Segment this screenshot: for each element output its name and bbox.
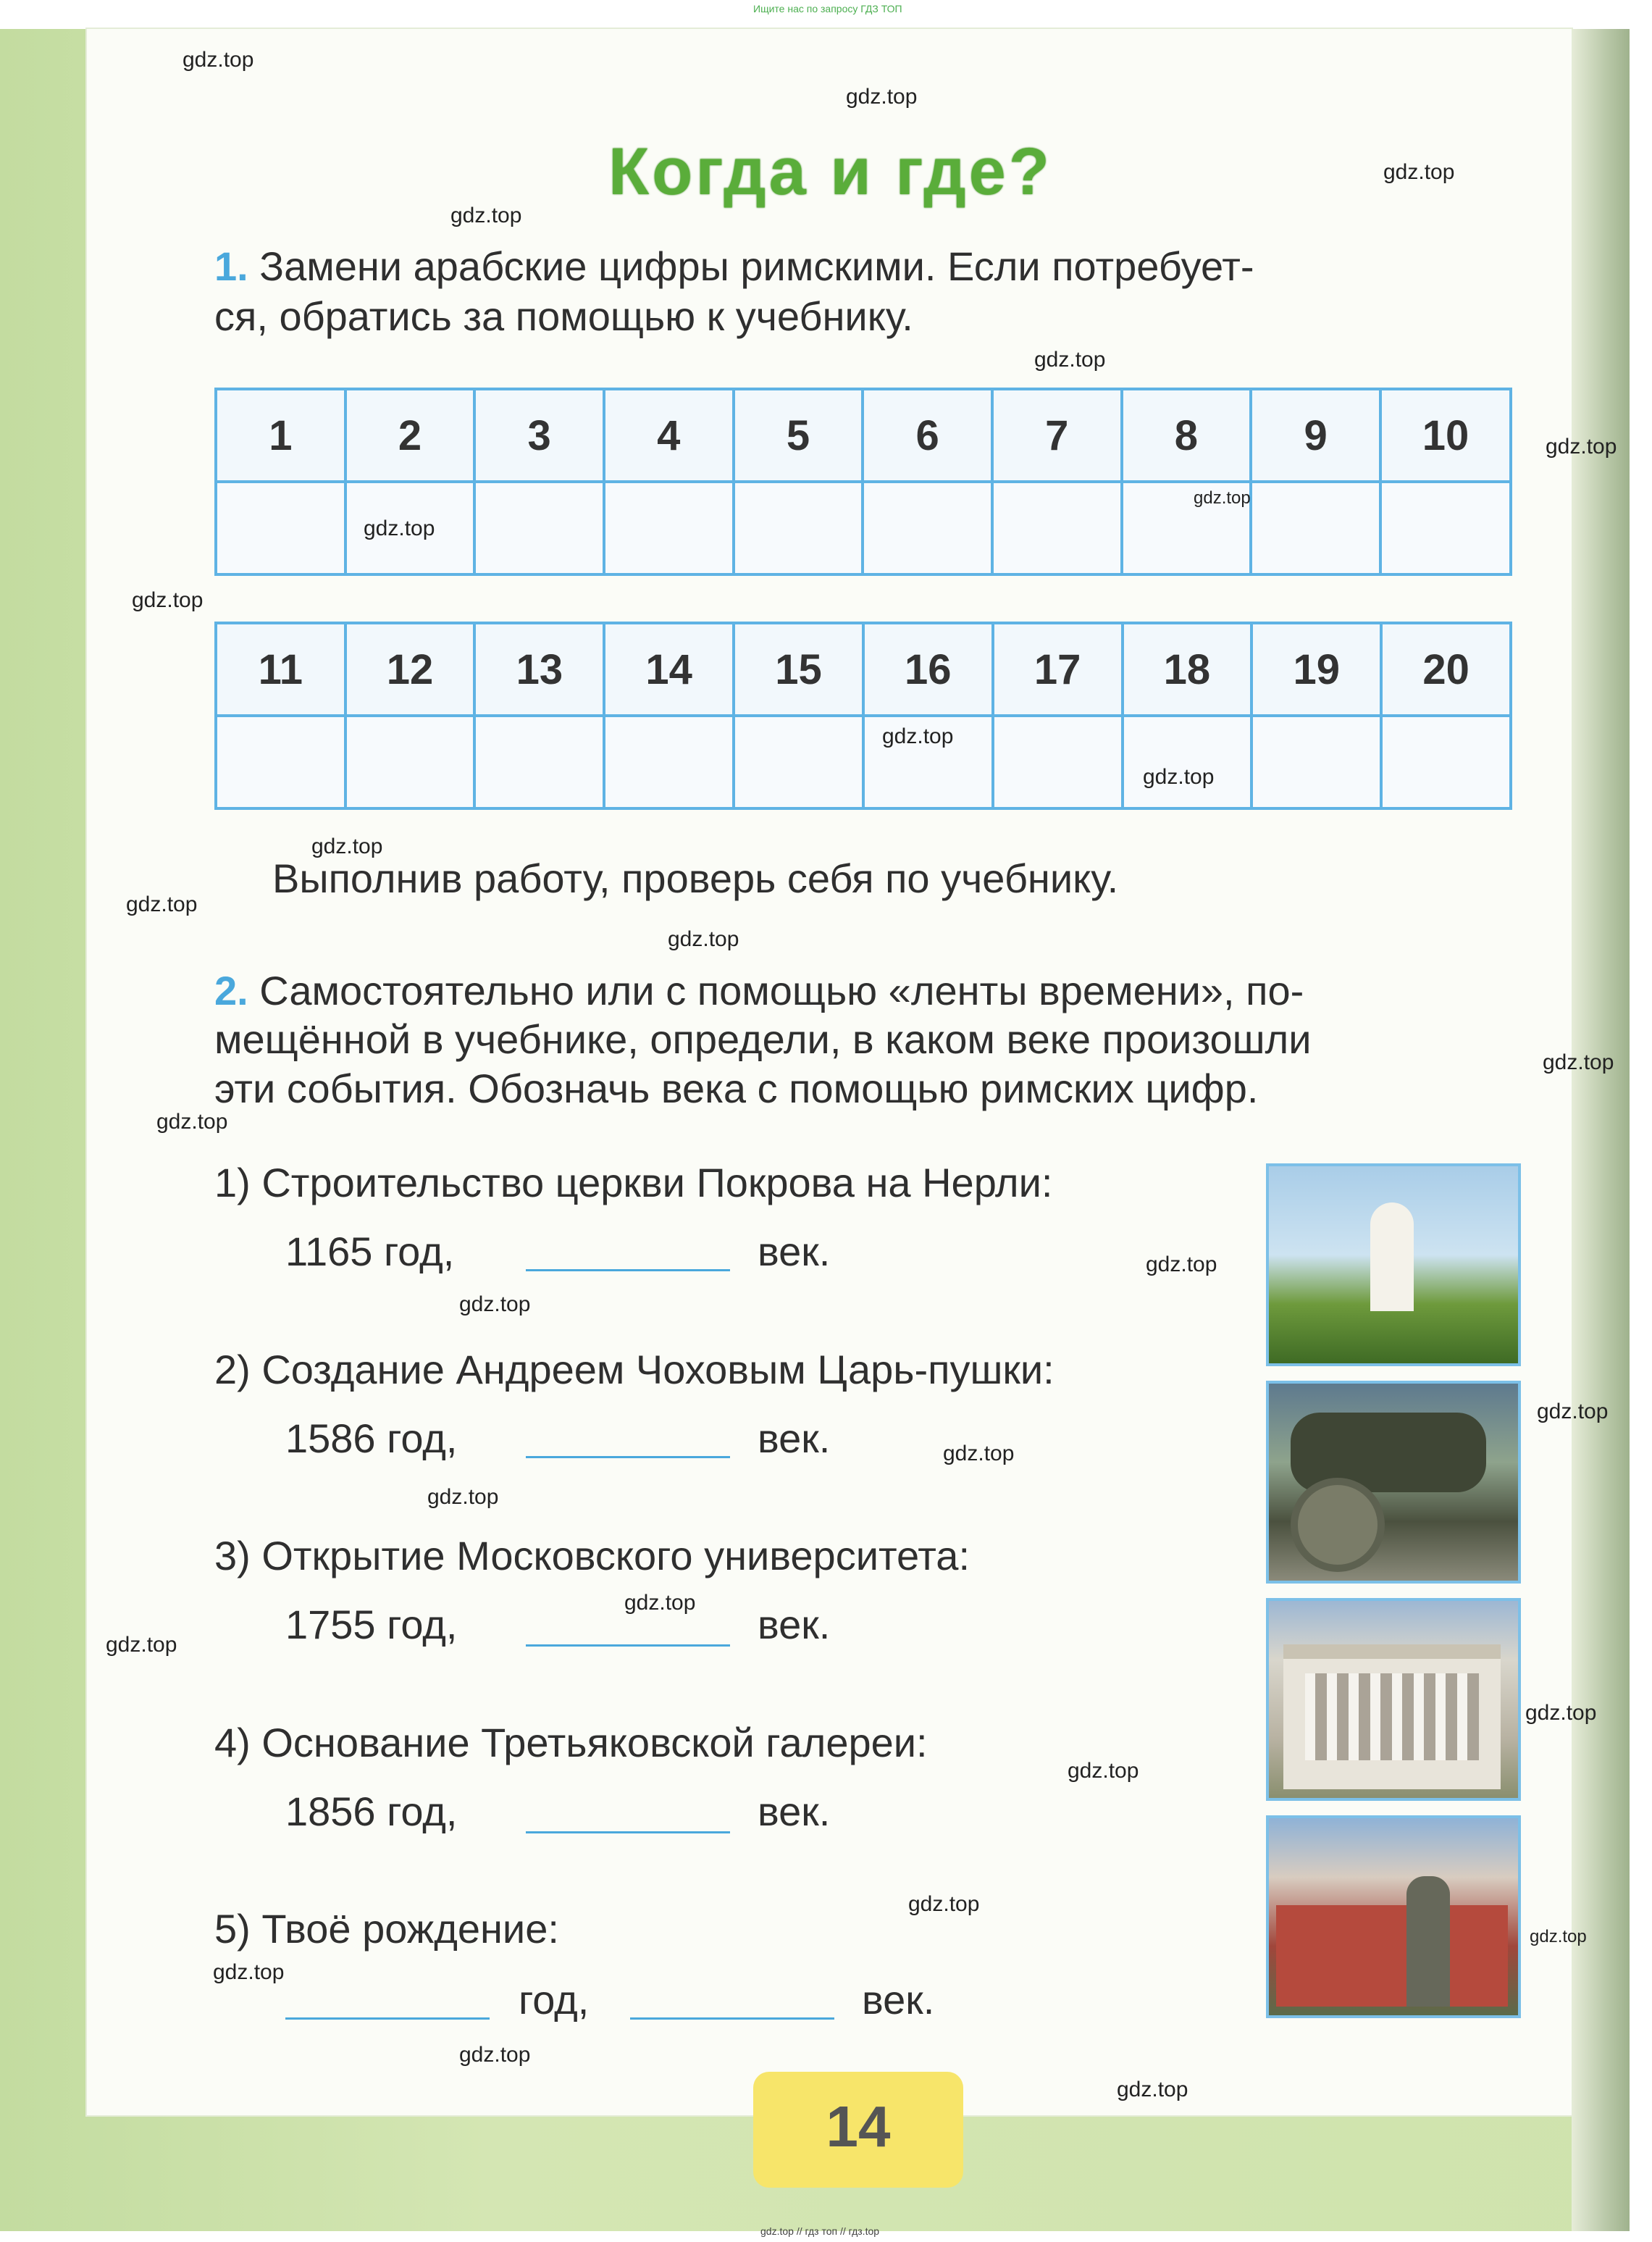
century-word: век. <box>758 1789 831 1834</box>
watermark: gdz.top <box>364 516 435 540</box>
event-year: 1755 год, <box>285 1602 458 1647</box>
event-label: 4) Основание Третьяковской галереи: <box>214 1720 928 1765</box>
watermark: gdz.top <box>943 1442 1015 1465</box>
table-cell: 5 <box>734 389 863 482</box>
event-label: 1) Строительство церкви Покрова на Нерли: <box>214 1160 1053 1205</box>
event-label: 5) Твоё рождение: <box>214 1906 559 1952</box>
table-cell: 10 <box>1380 389 1511 482</box>
watermark: gdz.top <box>183 48 254 72</box>
event-year: год, <box>519 1977 590 2023</box>
task1-text1: Замени арабские цифры римскими. Если потребует- <box>259 243 1254 289</box>
task2-line2: мещённой в учебнике, определи, в каком веке произошли <box>214 1016 1312 1062</box>
watermark: gdz.top <box>106 1633 177 1657</box>
watermark: gdz.top <box>126 892 198 916</box>
answer-cell[interactable] <box>604 716 734 808</box>
wheel-shape <box>1291 1478 1385 1572</box>
table-cell: 13 <box>474 623 604 716</box>
table-cell: 20 <box>1381 623 1511 716</box>
tretyakov-gallery-photo <box>1266 1815 1521 2018</box>
event-year: 1586 год, <box>285 1415 458 1461</box>
task1-line1 <box>214 243 1254 290</box>
century-word: век. <box>758 1229 831 1274</box>
table-cell: 15 <box>734 623 863 716</box>
watermark: gdz.top <box>1146 1252 1217 1276</box>
watermark: gdz.top <box>1068 1759 1139 1783</box>
century-word: век. <box>758 1415 831 1461</box>
page-number-box <box>753 2072 963 2188</box>
watermark: gdz.top <box>1194 488 1251 508</box>
top-note: Ищите нас по запросу ГДЗ ТОП <box>753 3 902 14</box>
watermark: gdz.top <box>1546 435 1617 459</box>
numbers-table-2 <box>214 622 1512 810</box>
watermark: gdz.top <box>311 835 383 858</box>
century-blank[interactable] <box>526 1456 730 1458</box>
century-word: век. <box>758 1602 831 1647</box>
table-cell: 6 <box>863 389 992 482</box>
event-label: 3) Открытие Московского университета: <box>214 1533 970 1578</box>
watermark: gdz.top <box>450 204 522 227</box>
table-cell: 7 <box>992 389 1122 482</box>
event-year: 1165 год, <box>285 1229 455 1274</box>
answer-cell[interactable] <box>474 482 604 574</box>
table-cell: 2 <box>345 389 475 482</box>
event-year: 1856 год, <box>285 1789 458 1834</box>
answer-cell[interactable] <box>863 482 992 574</box>
watermark: gdz.top <box>1383 160 1455 184</box>
answer-cell[interactable] <box>734 716 863 808</box>
table-cell: 3 <box>474 389 604 482</box>
watermark: gdz.top <box>624 1591 696 1615</box>
watermark: gdz.top <box>668 927 739 951</box>
tsar-cannon-photo <box>1266 1381 1521 1584</box>
table-cell: 16 <box>863 623 993 716</box>
task2-line1 <box>214 967 1304 1014</box>
bottom-note: gdz.top // гдз топ // гдз.top <box>760 2225 880 2237</box>
answer-cell[interactable] <box>734 482 863 574</box>
table-cell: 17 <box>993 623 1123 716</box>
watermark: gdz.top <box>213 1960 285 1984</box>
century-blank[interactable] <box>630 2017 834 2020</box>
page-title: Когда и где? <box>608 135 1052 209</box>
statue-shape <box>1406 1876 1450 2007</box>
task1-line2: ся, обратись за помощью к учебнику. <box>214 293 913 339</box>
watermark: gdz.top <box>908 1892 980 1916</box>
answer-cell[interactable] <box>474 716 604 808</box>
page-number: 14 <box>826 2094 891 2159</box>
watermark: gdz.top <box>132 588 204 612</box>
century-blank[interactable] <box>526 1269 730 1271</box>
answer-cell[interactable] <box>216 482 345 574</box>
church-photo <box>1266 1163 1521 1366</box>
task1-number: 1. <box>214 243 248 289</box>
watermark: gdz.top <box>882 724 954 748</box>
table-cell: 9 <box>1251 389 1380 482</box>
check-note: Выполнив работу, проверь себя по учебнику. <box>272 856 1119 901</box>
table-cell: 12 <box>345 623 475 716</box>
page-edge <box>1572 29 1630 2231</box>
table-cell: 4 <box>604 389 734 482</box>
answer-cell[interactable] <box>345 716 475 808</box>
answer-cell[interactable] <box>993 716 1123 808</box>
year-blank[interactable] <box>285 2017 490 2020</box>
table-cell: 11 <box>216 623 345 716</box>
university-photo <box>1266 1598 1521 1801</box>
watermark: gdz.top <box>1034 348 1106 372</box>
task2-line3: эти события. Обозначь века с помощью римских цифр. <box>214 1066 1259 1111</box>
table-cell: 1 <box>216 389 345 482</box>
watermark: gdz.top <box>1117 2078 1188 2101</box>
watermark: gdz.top <box>846 85 918 109</box>
watermark: gdz.top <box>459 1292 531 1316</box>
watermark: gdz.top <box>1530 1927 1587 1946</box>
answer-cell[interactable] <box>1381 716 1511 808</box>
watermark: gdz.top <box>1143 765 1215 789</box>
numbers-table-1 <box>214 388 1512 576</box>
answer-cell[interactable] <box>1380 482 1511 574</box>
century-blank[interactable] <box>526 1644 730 1647</box>
task2-text1: Самостоятельно или с помощью «ленты времени», по- <box>259 968 1304 1013</box>
answer-cell[interactable] <box>604 482 734 574</box>
answer-cell[interactable] <box>1251 716 1381 808</box>
watermark: gdz.top <box>427 1485 499 1509</box>
table-cell: 18 <box>1123 623 1252 716</box>
answer-cell[interactable] <box>992 482 1122 574</box>
watermark: gdz.top <box>156 1110 228 1134</box>
event-label: 2) Создание Андреем Чоховым Царь-пушки: <box>214 1347 1054 1392</box>
watermark: gdz.top <box>1537 1400 1609 1423</box>
watermark: gdz.top <box>459 2043 531 2067</box>
task2-number: 2. <box>214 968 248 1013</box>
century-blank[interactable] <box>526 1831 730 1833</box>
watermark: gdz.top <box>1525 1701 1597 1725</box>
gallery-shape <box>1276 1905 1508 2007</box>
answer-cell[interactable] <box>216 716 345 808</box>
church-shape <box>1370 1202 1414 1311</box>
answer-cell[interactable] <box>1251 482 1380 574</box>
table-cell: 19 <box>1251 623 1381 716</box>
table-cell: 8 <box>1122 389 1251 482</box>
columns-shape <box>1305 1673 1479 1760</box>
watermark: gdz.top <box>1543 1050 1614 1074</box>
century-word: век. <box>862 1977 935 2023</box>
answer-cell[interactable] <box>1123 716 1252 808</box>
table-cell: 14 <box>604 623 734 716</box>
